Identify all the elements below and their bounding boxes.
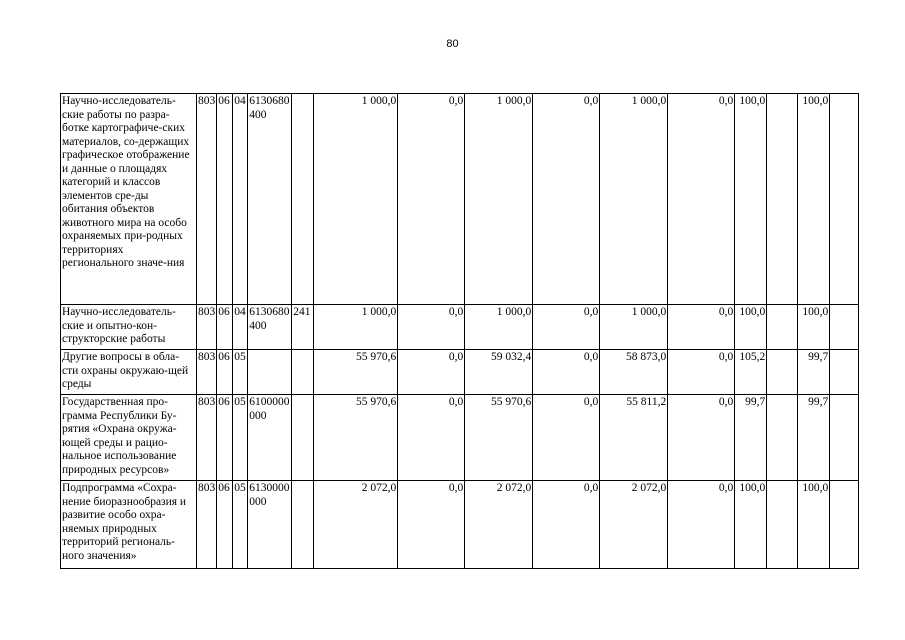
- section-code: 06: [217, 94, 233, 305]
- empty-cell: [767, 305, 798, 350]
- amount-5: 55 811,2: [600, 395, 668, 481]
- grbs-code: 803: [197, 305, 217, 350]
- amount-6: 0,0: [668, 395, 735, 481]
- amount-1: 2 072,0: [314, 481, 398, 569]
- target-article-code: 6130680 400: [248, 305, 292, 350]
- empty-cell: [830, 350, 859, 395]
- row-name: Научно-исследователь-ские работы по разра-ботке картографиче-ских материалов, со-держащих графическое отображение и данные о площадях категорий и классов элементов сре-ды обитания объектов животного мира на особо охраняемых при-родных территориях регионального значе-ния: [61, 94, 197, 305]
- amount-4: 0,0: [533, 395, 600, 481]
- percent-2: 99,7: [798, 350, 830, 395]
- row-name: Подпрограмма «Сохра-нение биоразнообразия и развитие особо охра-няемых природных территорий региональ-ного значения»: [61, 481, 197, 569]
- amount-4: 0,0: [533, 94, 600, 305]
- amount-6: 0,0: [668, 94, 735, 305]
- percent-1: 99,7: [735, 395, 767, 481]
- amount-6: 0,0: [668, 481, 735, 569]
- grbs-code: 803: [197, 94, 217, 305]
- amount-2: 0,0: [398, 94, 465, 305]
- expense-type-code: [292, 350, 314, 395]
- table-row: [61, 350, 859, 395]
- amount-5: 58 873,0: [600, 350, 668, 395]
- expense-type-code: 241: [292, 305, 314, 350]
- empty-cell: [767, 350, 798, 395]
- amount-3: 59 032,4: [465, 350, 533, 395]
- section-code: 06: [217, 305, 233, 350]
- row-name: Государственная про-грамма Республики Бу-рятия «Охрана окружа-ющей среды и рацио-нальное использование природных ресурсов»: [61, 395, 197, 481]
- row-name: Научно-исследователь-ские и опытно-кон-структорские работы: [61, 305, 197, 350]
- subsection-code: 04: [233, 94, 248, 305]
- amount-2: 0,0: [398, 350, 465, 395]
- budget-table: [60, 93, 859, 569]
- target-article-code: 6100000 000: [248, 395, 292, 481]
- amount-4: 0,0: [533, 350, 600, 395]
- amount-4: 0,0: [533, 305, 600, 350]
- amount-5: 1 000,0: [600, 305, 668, 350]
- target-article-code: [248, 350, 292, 395]
- amount-1: 55 970,6: [314, 350, 398, 395]
- subsection-code: 05: [233, 481, 248, 569]
- amount-3: 1 000,0: [465, 305, 533, 350]
- amount-2: 0,0: [398, 395, 465, 481]
- table-row: [61, 481, 859, 569]
- amount-1: 1 000,0: [314, 94, 398, 305]
- row-name: Другие вопросы в обла-сти охраны окружаю-щей среды: [61, 350, 197, 395]
- section-code: 06: [217, 350, 233, 395]
- percent-2: 99,7: [798, 395, 830, 481]
- target-article-code: 6130000 000: [248, 481, 292, 569]
- empty-cell: [767, 395, 798, 481]
- amount-6: 0,0: [668, 305, 735, 350]
- subsection-code: 05: [233, 350, 248, 395]
- empty-cell: [767, 94, 798, 305]
- amount-1: 55 970,6: [314, 395, 398, 481]
- percent-1: 105,2: [735, 350, 767, 395]
- amount-4: 0,0: [533, 481, 600, 569]
- percent-1: 100,0: [735, 481, 767, 569]
- amount-5: 1 000,0: [600, 94, 668, 305]
- percent-2: 100,0: [798, 305, 830, 350]
- amount-5: 2 072,0: [600, 481, 668, 569]
- table-row: [61, 305, 859, 350]
- amount-1: 1 000,0: [314, 305, 398, 350]
- page-number: 80: [446, 38, 459, 50]
- empty-cell: [830, 94, 859, 305]
- grbs-code: 803: [197, 350, 217, 395]
- amount-2: 0,0: [398, 305, 465, 350]
- expense-type-code: [292, 481, 314, 569]
- amount-3: 2 072,0: [465, 481, 533, 569]
- amount-2: 0,0: [398, 481, 465, 569]
- section-code: 06: [217, 481, 233, 569]
- subsection-code: 05: [233, 395, 248, 481]
- empty-cell: [830, 481, 859, 569]
- empty-cell: [767, 481, 798, 569]
- target-article-code: 6130680 400: [248, 94, 292, 305]
- grbs-code: 803: [197, 481, 217, 569]
- amount-3: 1 000,0: [465, 94, 533, 305]
- percent-1: 100,0: [735, 305, 767, 350]
- percent-1: 100,0: [735, 94, 767, 305]
- empty-cell: [830, 395, 859, 481]
- empty-cell: [830, 305, 859, 350]
- table-row: [61, 395, 859, 481]
- percent-2: 100,0: [798, 94, 830, 305]
- expense-type-code: [292, 94, 314, 305]
- expense-type-code: [292, 395, 314, 481]
- subsection-code: 04: [233, 305, 248, 350]
- amount-3: 55 970,6: [465, 395, 533, 481]
- amount-6: 0,0: [668, 350, 735, 395]
- percent-2: 100,0: [798, 481, 830, 569]
- section-code: 06: [217, 395, 233, 481]
- grbs-code: 803: [197, 395, 217, 481]
- table-row: [61, 94, 859, 305]
